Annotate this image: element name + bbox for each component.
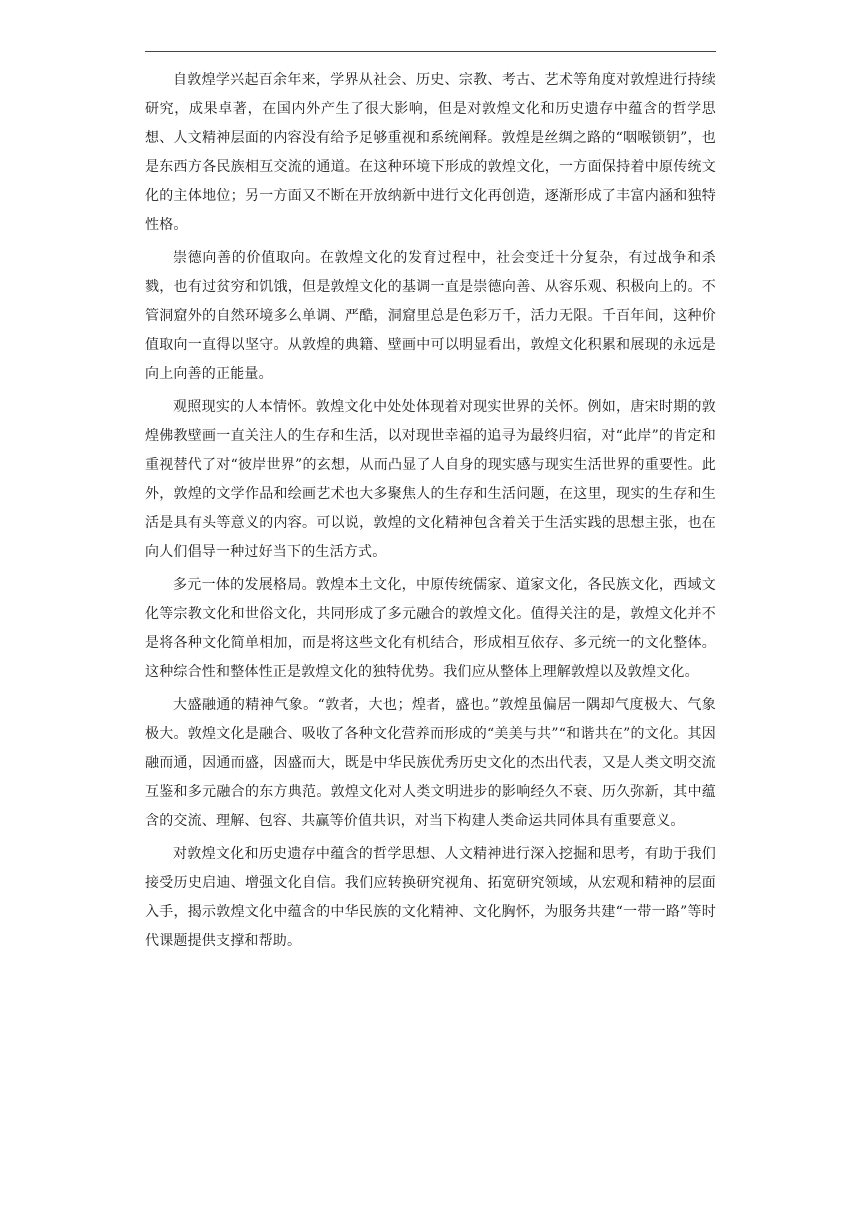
paragraph-intro: 自敦煌学兴起百余年来，学界从社会、历史、宗教、考古、艺术等角度对敦煌进行持续研究，成果卓著，在国内外产生了很大影响，但是对敦煌文化和历史遗存中蕴含的哲学思想、人文精神层面的内容没有给予足够重视和系统阐释。敦煌是丝绸之路的“咽喉锁钥”，也是东西方各民族相互交流的通道。在这种环境下形成的敦煌文化，一方面保持着中原传统文化的主体地位；另一方面又不断在开放纳新中进行文化再创造，逐渐形成了丰富内涵和独特性格。 (145, 72, 716, 233)
paragraph-virtue: 崇德向善的价值取向。在敦煌文化的发育过程中，社会变迁十分复杂，有过战争和杀戮，也有过贫穷和饥饿，但是敦煌文化的基调一直是崇德向善、从容乐观、积极向上的。不管洞窟外的自然环境多么单调、严酷，洞窟里总是色彩万千，活力无限。千百年间，这种价值取向一直得以坚守。从敦煌的典籍、壁画中可以明显看出，敦煌文化积累和展现的永远是向上向善的正能量。 (145, 250, 716, 382)
paragraph-pluralism: 多元一体的发展格局。敦煌本土文化，中原传统儒家、道家文化，各民族文化，西域文化等宗教文化和世俗文化，共同形成了多元融合的敦煌文化。值得关注的是，敦煌文化并不是将各种文化简单相加，而是将这些文化有机结合，形成相互依存、多元统一的文化整体。这种综合性和整体性正是敦煌文化的独特优势。我们应从整体上理解敦煌以及敦煌文化。 (145, 577, 716, 680)
paragraph-grandeur: 大盛融通的精神气象。“敦者，大也；煌者，盛也。”敦煌虽偏居一隅却气度极大、气象极大。敦煌文化是融合、吸收了各种文化营养而形成的“美美与共”“和谐共在”的文化。其因融而通，因通而盛，因盛而大，既是中华民族优秀历史文化的杰出代表，又是人类文明交流互鉴和多元融合的东方典范。敦煌文化对人类文明进步的影响经久不衰、历久弥新，其中蕴含的交流、理解、包容、共赢等价值共识，对当下构建人类命运共同体具有重要意义。 (145, 697, 716, 829)
article-body (145, 66, 716, 956)
paragraph-conclusion: 对敦煌文化和历史遗存中蕴含的哲学思想、人文精神进行深入挖掘和思考，有助于我们接受历史启迪、增强文化自信。我们应转换研究视角、拓宽研究领域，从宏观和精神的层面入手，揭示敦煌文化中蕴含的中华民族的文化精神、文化胸怀，为服务共建“一带一路”等时代课题提供支撑和帮助。 (145, 846, 716, 949)
paragraph-humanism: 观照现实的人本情怀。敦煌文化中处处体现着对现实世界的关怀。例如，唐宋时期的敦煌佛教壁画一直关注人的生存和生活，以对现世幸福的追寻为最终归宿，对“此岸”的肯定和重视替代了对“彼岸世界”的玄想，从而凸显了人自身的现实感与现实生活世界的重要性。此外，敦煌的文学作品和绘画艺术也大多聚焦人的生存和生活问题，在这里，现实的生存和生活是具有头等意义的内容。可以说，敦煌的文化精神包含着关于生活实践的思想主张，也在向人们倡导一种过好当下的生活方式。 (145, 399, 716, 560)
header-rule (145, 51, 716, 52)
